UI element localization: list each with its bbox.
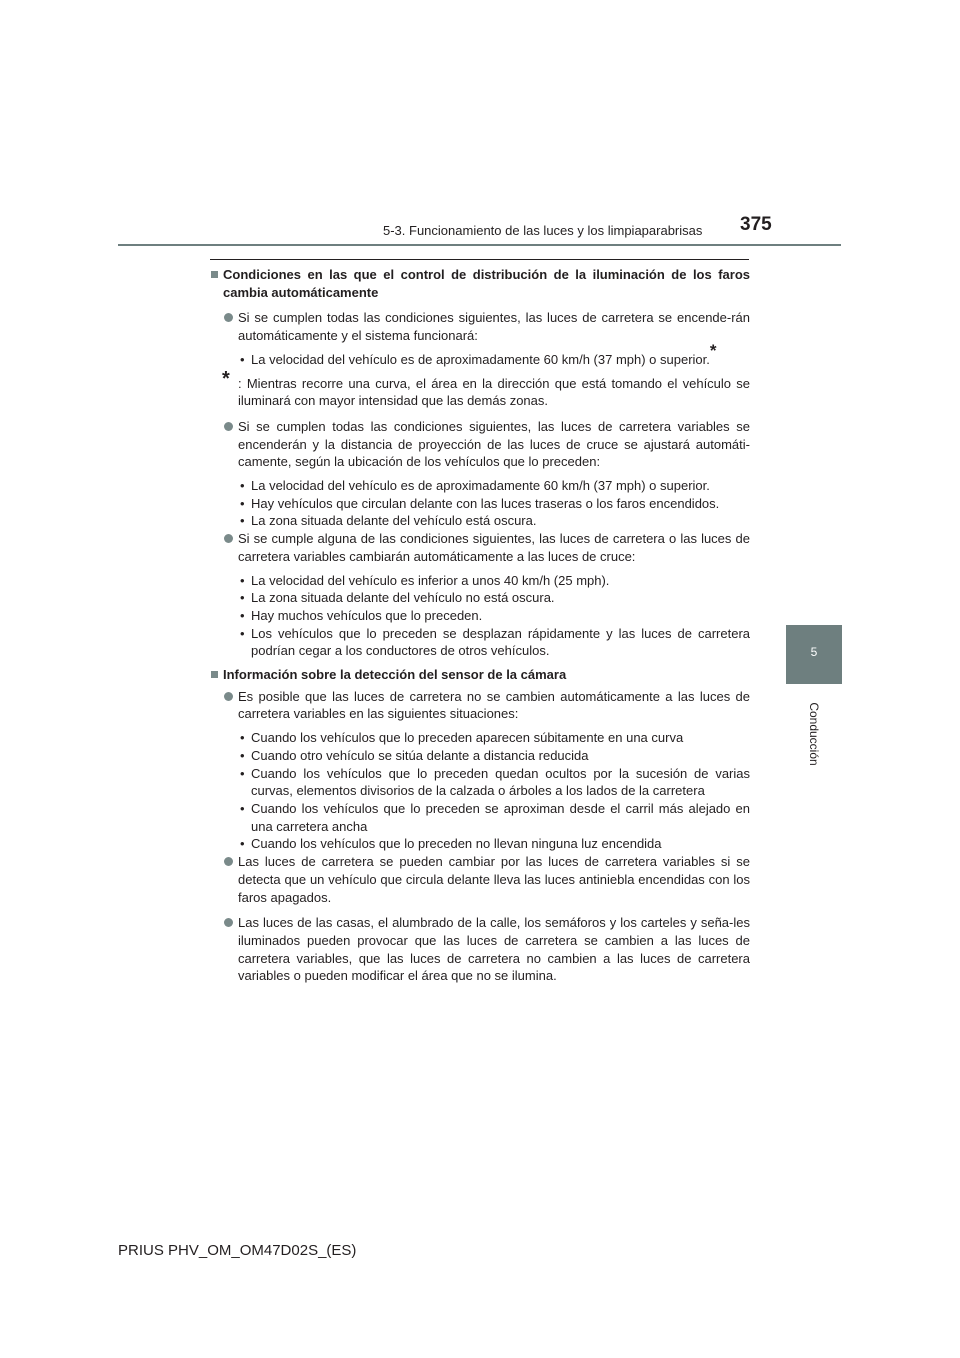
- list-item: [210, 512, 750, 530]
- list-item-text: Los vehículos que lo preceden se desplazan rápidamente y las luces de carretera podrían cegar a los conductores de otros vehículos.: [251, 625, 750, 659]
- bullet-paragraph: [210, 914, 750, 985]
- page-number: 375: [740, 214, 772, 235]
- situation-list: [210, 729, 750, 853]
- chapter-side-label-text: Conducción: [807, 702, 821, 766]
- list-item: [210, 341, 750, 369]
- page-content: [210, 266, 750, 985]
- list-item: [210, 835, 750, 853]
- list-marker: •: [240, 513, 245, 529]
- footnote: [210, 367, 750, 410]
- section-heading-text: Información sobre la detección del sensor de la cámara: [223, 667, 567, 683]
- section-divider: [210, 259, 749, 260]
- list-marker: •: [240, 747, 245, 763]
- chapter-tab-number: 5: [810, 645, 818, 659]
- list-item: [210, 729, 750, 747]
- running-header-title: 5-3. Funcionamiento de las luces y los limpiaparabrisas: [383, 223, 703, 238]
- list-item-text: Hay vehículos que circulan delante con las luces traseras o los faros encendidos.: [251, 495, 720, 511]
- list-marker: •: [240, 730, 245, 746]
- bullet-text: Las luces de las casas, el alumbrado de la calle, los semáforos y los carteles y seña-les iluminados pueden provocar que las luces de carretera se cambien a las luces de carretera variables, que las luces de carretera no cambien a las luces de carretera variables o pueden modificar el área que no se ilumina.: [238, 915, 750, 984]
- bullet-text: Es posible que las luces de carretera no se cambien automáticamente a las luces de carretera variables en las siguientes situaciones:: [238, 688, 750, 722]
- list-item: [210, 607, 750, 625]
- bullet-paragraph: [210, 530, 750, 565]
- list-marker: •: [240, 800, 245, 816]
- list-item: [210, 625, 750, 660]
- circle-bullet-icon: [224, 313, 233, 322]
- circle-bullet-icon: [224, 534, 233, 543]
- circle-bullet-icon: [224, 918, 233, 927]
- bullet-paragraph: [210, 853, 750, 906]
- list-item-text: Cuando los vehículos que lo preceden se aproximan desde el carril más alejado en una carretera ancha: [251, 800, 750, 834]
- chapter-tab: [786, 625, 842, 684]
- condition-list: [210, 572, 750, 661]
- section-heading-camera-sensor: [210, 666, 750, 684]
- list-item-text: La zona situada delante del vehículo no está oscura.: [251, 590, 555, 606]
- list-item-text: Cuando los vehículos que lo preceden aparecen súbitamente en una curva: [251, 730, 684, 746]
- list-marker: •: [240, 478, 245, 494]
- list-item-text: Cuando otro vehículo se sitúa delante a distancia reducida: [251, 747, 589, 763]
- section-heading-text: Condiciones en las que el control de distribución de la iluminación de los faros cambia automáticamente: [223, 267, 750, 300]
- list-marker: •: [240, 495, 245, 511]
- condition-list: [210, 477, 750, 530]
- bullet-paragraph: [210, 418, 750, 471]
- document-code-footer: PRIUS PHV_OM_OM47D02S_(ES): [118, 1242, 357, 1259]
- list-item: [210, 800, 750, 835]
- footnote-star: *: [222, 367, 230, 390]
- list-item: [210, 572, 750, 590]
- bullet-paragraph: [210, 688, 750, 723]
- list-item: [210, 477, 750, 495]
- list-item: [210, 747, 750, 765]
- bullet-text: Si se cumplen todas las condiciones siguientes, las luces de carretera variables se encenderán y la distancia de proyección de las luces de cruce se ajustará automáti-camente, según la ubicación de los vehículos que lo preceden:: [238, 418, 750, 470]
- list-item-text: Hay muchos vehículos que lo preceden.: [251, 607, 483, 623]
- list-item: [210, 765, 750, 800]
- square-bullet-icon: [211, 671, 218, 678]
- square-bullet-icon: [211, 271, 218, 278]
- chapter-side-label: [805, 694, 823, 774]
- bullet-text: Si se cumplen todas las condiciones siguientes, las luces de carretera se encende-rán automáticamente y el sistema funcionará:: [238, 310, 750, 344]
- list-marker: •: [240, 607, 245, 623]
- list-item-text: La velocidad del vehículo es de aproximadamente 60 km/h (37 mph) o superior.: [251, 351, 710, 367]
- circle-bullet-icon: [224, 692, 233, 701]
- bullet-text: Si se cumple alguna de las condiciones siguientes, las luces de carretera o las luces de carretera variables cambiarán automáticamente a las luces de cruce:: [238, 531, 750, 564]
- list-marker: •: [240, 836, 245, 852]
- list-marker: •: [240, 572, 245, 588]
- list-item-text: La velocidad del vehículo es de aproximadamente 60 km/h (37 mph) o superior.: [251, 478, 710, 494]
- list-item-text: La zona situada delante del vehículo está oscura.: [251, 513, 537, 529]
- footnote-text: : Mientras recorre una curva, el área en la dirección que está tomando el vehículo se iluminará con mayor intensidad que las demás zonas.: [238, 375, 750, 409]
- list-item: [210, 589, 750, 607]
- header-divider: [118, 244, 841, 246]
- list-marker: •: [240, 351, 245, 367]
- circle-bullet-icon: [224, 422, 233, 431]
- list-item: [210, 495, 750, 513]
- list-marker: •: [240, 590, 245, 606]
- circle-bullet-icon: [224, 857, 233, 866]
- bullet-text: Las luces de carretera se pueden cambiar por las luces de carretera variables si se detecta que un vehículo que circula delante lleva las luces antiniebla encendidas con los faros apagados.: [238, 854, 750, 905]
- section-heading-auto-distribution: [210, 266, 750, 301]
- footnote-marker: *: [709, 341, 717, 361]
- bullet-paragraph: [210, 309, 750, 344]
- list-marker: •: [240, 625, 245, 641]
- list-item-text: La velocidad del vehículo es inferior a unos 40 km/h (25 mph).: [251, 572, 610, 588]
- list-marker: •: [240, 765, 245, 781]
- list-item-text: Cuando los vehículos que lo preceden quedan ocultos por la sucesión de varias curvas, elementos divisorios de la calzada o árboles a los lados de la carretera: [251, 765, 750, 799]
- list-item-text: Cuando los vehículos que lo preceden no llevan ninguna luz encendida: [251, 836, 662, 852]
- condition-list: [210, 341, 750, 369]
